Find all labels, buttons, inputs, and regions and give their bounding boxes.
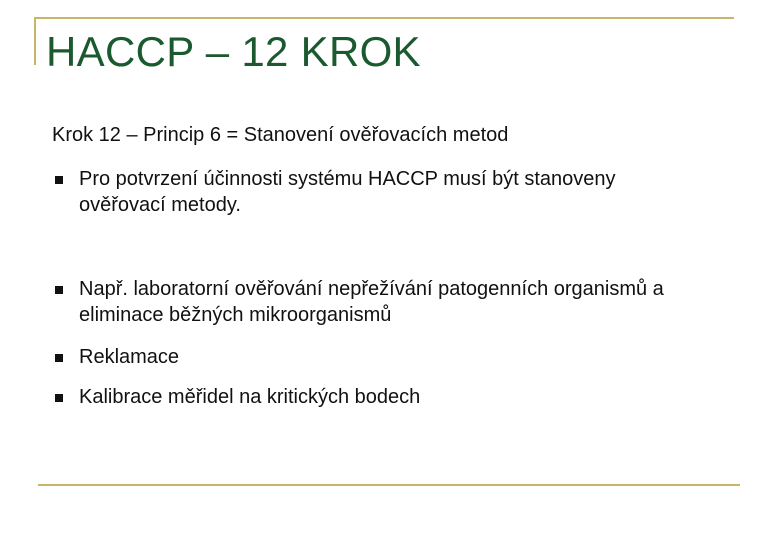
bottom-rule <box>38 484 740 486</box>
square-bullet-icon <box>55 394 63 402</box>
slide-subtitle: Krok 12 – Princip 6 = Stanovení ověřovacích metod <box>52 124 509 146</box>
left-rule <box>34 17 36 65</box>
bullet-text: Např. laboratorní ověřování nepřežívání patogenních organismů a eliminace běžných mikroorganismů <box>79 278 664 326</box>
slide-title: HACCP – 12 KROK <box>46 28 421 75</box>
top-rule <box>34 17 734 19</box>
bullet-text: Reklamace <box>79 346 180 368</box>
square-bullet-icon <box>55 286 63 294</box>
bullet-text: Kalibrace měřidel na kritických bodech <box>79 386 421 408</box>
bullet-text: Pro potvrzení účinnosti systému HACCP musí být stanoveny ověřovací metody. <box>79 168 616 216</box>
square-bullet-icon <box>55 354 63 362</box>
square-bullet-icon <box>55 176 63 184</box>
